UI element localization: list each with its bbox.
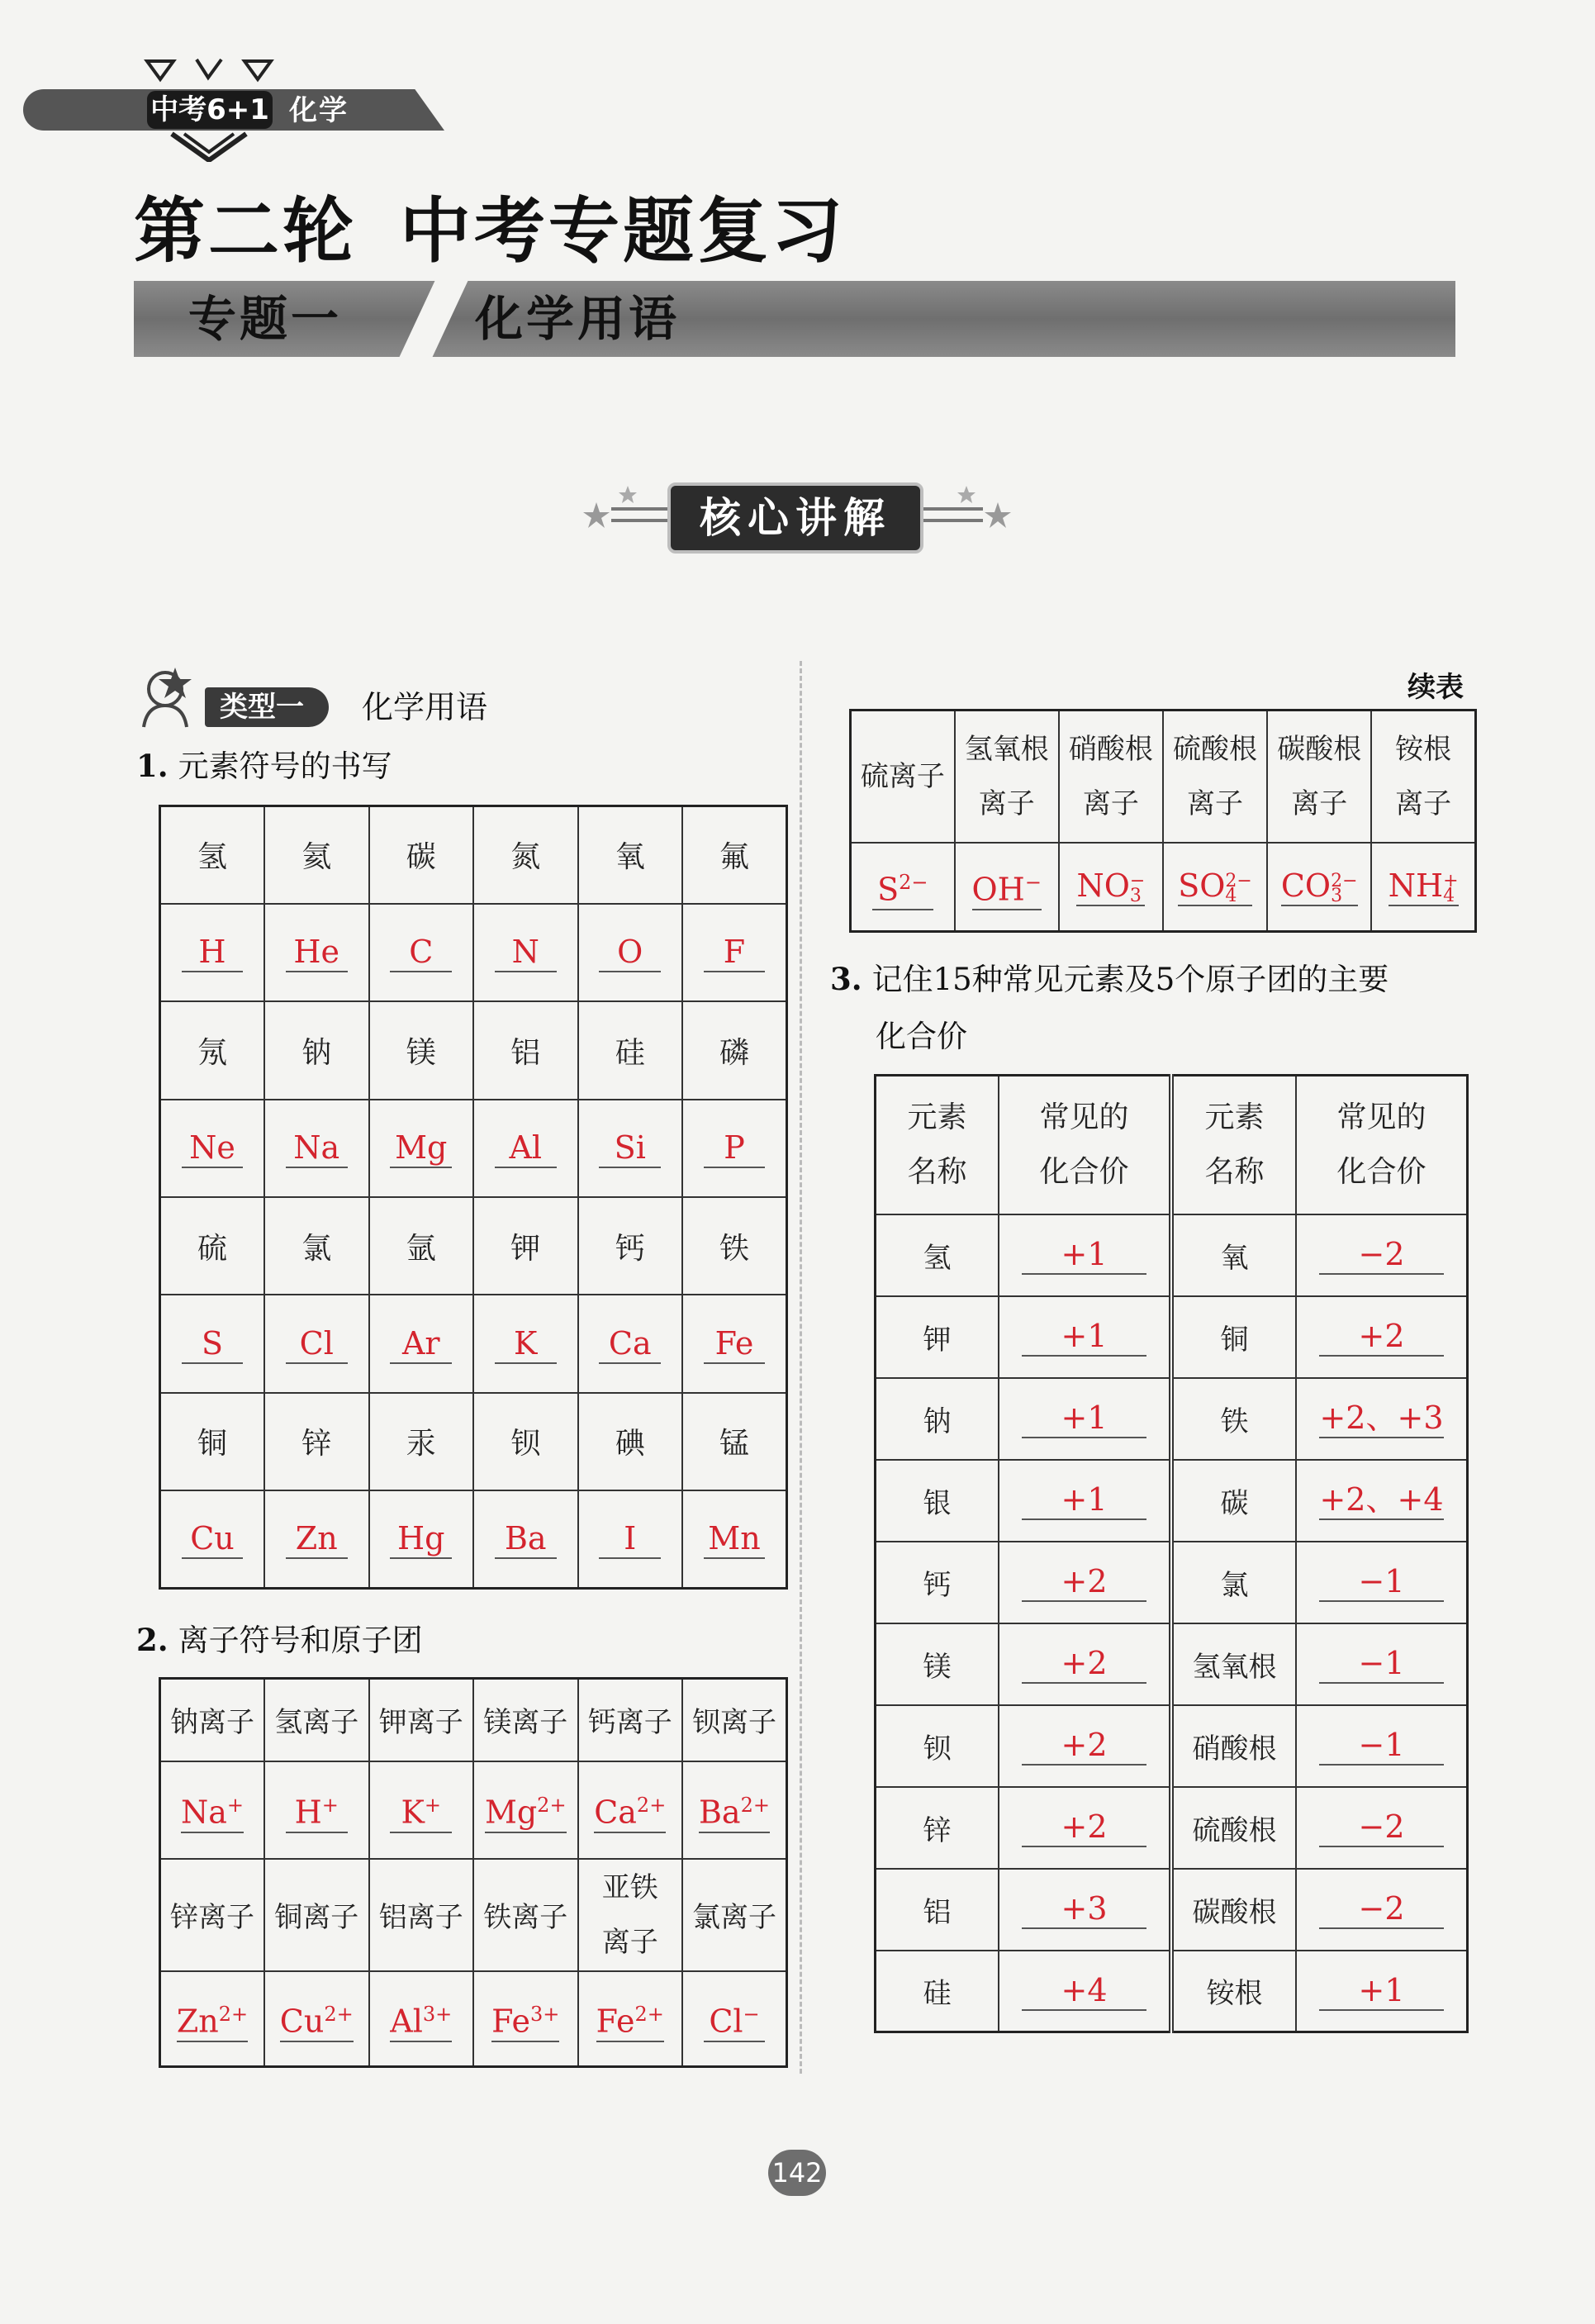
continued-label: 续表	[1407, 671, 1464, 704]
element-symbol: He	[286, 933, 348, 972]
col-header-name-line2: 名称	[1204, 1154, 1265, 1189]
ion-symbol: $Al^{3+}$	[390, 1995, 452, 2042]
element-name: 碘	[615, 1427, 645, 1461]
col-header-valence-line2: 化合价	[1336, 1154, 1426, 1189]
valence-value: +2	[1022, 1644, 1147, 1684]
section2-heading	[136, 1618, 423, 1663]
element-symbol: Cu	[182, 1519, 243, 1559]
element-name: 锰	[719, 1427, 749, 1461]
table-row	[876, 1869, 1468, 1951]
element-name: 氩	[406, 1231, 436, 1266]
section3-number: 3.	[830, 961, 862, 997]
element-symbol: O	[599, 933, 661, 972]
ion-name: 氯离子	[692, 1901, 776, 1934]
table-row	[160, 806, 787, 904]
section2-number: 2.	[136, 1622, 169, 1658]
ion-name: 钾离子	[378, 1706, 463, 1740]
ion-symbol: Na+	[181, 1786, 244, 1833]
element-name: 锌	[301, 1427, 332, 1461]
ion-group-name: 碳酸根	[1277, 732, 1362, 766]
table-row	[160, 1490, 787, 1588]
element-symbol: Al	[495, 1129, 557, 1168]
valence-value: +2	[1022, 1562, 1147, 1602]
element-symbol: S	[182, 1324, 243, 1364]
table-row	[876, 1378, 1468, 1460]
valence-value: −2	[1319, 1235, 1445, 1275]
element-name: 硅	[923, 1977, 952, 2011]
element-name: 硝酸根	[1192, 1732, 1277, 1766]
element-name: 钙	[923, 1568, 952, 1602]
valence-value: +1	[1022, 1235, 1147, 1275]
main-title-part1: 第二轮	[134, 189, 357, 273]
valence-value: −2	[1319, 1889, 1445, 1929]
table-row	[160, 1001, 787, 1099]
element-name: 钾	[923, 1323, 952, 1357]
topic-name: 化学用语	[475, 291, 681, 347]
element-symbol: Na	[286, 1129, 348, 1168]
element-symbol: Ne	[182, 1129, 243, 1168]
element-name: 氢	[197, 840, 227, 875]
table-row	[851, 711, 1476, 843]
section1-heading	[136, 744, 392, 789]
table-header-row	[876, 1076, 1468, 1214]
element-symbol: Zn	[286, 1519, 348, 1559]
ion-group-symbol: NH + 4	[1388, 867, 1459, 906]
ion-group-name-line2: 离子	[1395, 787, 1452, 820]
ion-groups-table	[849, 709, 1477, 933]
element-name: 磷	[719, 1035, 749, 1070]
table-row	[876, 1296, 1468, 1378]
valence-table	[874, 1074, 1469, 2033]
table-row	[876, 1460, 1468, 1542]
table-row	[160, 1295, 787, 1392]
element-name: 氯	[301, 1231, 332, 1266]
valence-value: −1	[1319, 1644, 1445, 1684]
element-symbol: Ba	[495, 1519, 557, 1559]
ion-name: 铝离子	[378, 1901, 463, 1934]
col-header-valence-line2: 化合价	[1039, 1154, 1129, 1189]
element-symbols-table	[159, 805, 788, 1590]
element-name: 氢	[923, 1241, 952, 1275]
element-name: 铜	[1220, 1323, 1249, 1357]
ion-name: 钙离子	[587, 1706, 672, 1740]
table-row	[160, 1761, 787, 1859]
ion-name: 亚铁	[601, 1870, 658, 1904]
ion-name: 铁离子	[483, 1901, 568, 1934]
valence-value: +2	[1319, 1317, 1445, 1357]
element-name: 氯	[1220, 1568, 1249, 1602]
table-row	[160, 1100, 787, 1197]
valence-value: +1	[1022, 1317, 1147, 1357]
element-symbol: K	[495, 1324, 557, 1364]
valence-value: +2、+4	[1319, 1480, 1445, 1520]
ion-name: 锌离子	[170, 1901, 254, 1934]
ion-name: 氢离子	[274, 1706, 359, 1740]
type-tag: 类型一	[205, 687, 329, 727]
col-header-valence: 常见的	[1336, 1100, 1426, 1134]
valence-value: +2	[1022, 1808, 1147, 1847]
valence-value: −1	[1319, 1562, 1445, 1602]
type-title: 化学用语	[362, 689, 488, 725]
ion-symbol: Cl−	[704, 1995, 765, 2042]
element-name: 钠	[923, 1404, 952, 1438]
ion-symbol: $Mg^{2+}$	[485, 1786, 567, 1833]
element-symbol: Fe	[704, 1324, 765, 1364]
ion-symbol: $Ca^{2+}$	[594, 1786, 666, 1833]
valence-value: +1	[1022, 1480, 1147, 1520]
core-label: 核心讲解	[667, 482, 923, 554]
ion-symbols-table	[159, 1677, 788, 2068]
section3-title-line1: 记住15种常见元素及5个原子团的主要	[871, 962, 1389, 997]
ion-group-symbol: $S^{2-}$	[872, 863, 933, 910]
element-symbol: P	[704, 1129, 765, 1168]
table-row	[160, 1971, 787, 2067]
element-name: 钠	[301, 1035, 332, 1070]
element-symbol: H	[182, 933, 243, 972]
ion-symbol: $Fe^{3+}$	[491, 1995, 559, 2042]
element-symbol: C	[390, 933, 452, 972]
valence-value: +1	[1319, 1971, 1445, 2011]
topic-number: 专题一	[188, 291, 343, 347]
section3-title-line2: 化合价	[876, 1019, 967, 1054]
ion-group-name: 硝酸根	[1068, 732, 1153, 766]
element-name: 氧	[1220, 1241, 1249, 1275]
ion-name: 镁离子	[483, 1706, 568, 1740]
element-symbol: Cl	[286, 1324, 348, 1364]
element-name: 铝	[923, 1895, 952, 1929]
element-name: 氦	[301, 840, 332, 875]
element-name: 汞	[406, 1427, 436, 1461]
brand-label: 中考6+1	[147, 91, 273, 129]
col-header-name: 元素	[907, 1100, 967, 1134]
element-name: 镁	[923, 1650, 952, 1684]
ion-symbol: $Cu^{2+}$	[280, 1995, 354, 2042]
table-row	[160, 1197, 787, 1295]
element-name: 硅	[615, 1035, 645, 1070]
element-name: 钙	[615, 1231, 645, 1266]
valence-value: −2	[1319, 1808, 1445, 1847]
ion-symbol: $Zn^{2+}$	[177, 1995, 248, 2042]
ion-group-name: 氢氧根	[964, 732, 1049, 766]
element-name: 碳酸根	[1192, 1895, 1277, 1929]
section1-title: 元素符号的书写	[178, 749, 392, 784]
element-symbol: Ar	[390, 1324, 452, 1364]
element-name: 氮	[510, 840, 541, 875]
ion-group-symbol: SO 2− 4	[1178, 867, 1252, 906]
section2-title: 离子符号和原子团	[178, 1623, 423, 1658]
col-header-valence: 常见的	[1039, 1100, 1129, 1134]
table-row	[876, 1787, 1468, 1869]
table-row	[851, 843, 1476, 932]
element-name: 锌	[923, 1813, 952, 1847]
element-name: 碳	[1220, 1486, 1249, 1520]
section1-number: 1.	[136, 748, 169, 784]
element-name: 铝	[510, 1035, 541, 1070]
table-row	[160, 1679, 787, 1761]
valence-value: +4	[1022, 1971, 1147, 2011]
valence-value: −1	[1319, 1726, 1445, 1766]
main-title-part2: 中考专题复习	[400, 189, 846, 273]
valence-value: +1	[1022, 1399, 1147, 1438]
element-name: 钾	[510, 1231, 541, 1266]
element-name: 铁	[1220, 1404, 1249, 1438]
element-name: 氢氧根	[1192, 1650, 1277, 1684]
element-symbol: Mg	[390, 1129, 452, 1168]
col-header-name: 元素	[1204, 1100, 1265, 1134]
valence-value: +2、+3	[1319, 1399, 1445, 1438]
ion-group-name-line2: 离子	[978, 787, 1035, 820]
table-row	[876, 1623, 1468, 1705]
ion-name-line2: 离子	[601, 1925, 658, 1959]
ion-group-name: 硫离子	[860, 759, 945, 793]
ion-group-name-line2: 离子	[1187, 787, 1244, 820]
element-name: 硫	[197, 1231, 227, 1266]
ion-group-symbol: OH−	[972, 863, 1042, 910]
ion-symbol: K+	[390, 1786, 452, 1833]
column-divider	[800, 661, 802, 2074]
ion-group-name-line2: 离子	[1082, 787, 1139, 820]
ion-name: 钠离子	[170, 1706, 254, 1740]
element-name: 氧	[615, 840, 645, 875]
table-row	[876, 1705, 1468, 1787]
element-name: 银	[923, 1486, 952, 1520]
col-header-name-line2: 名称	[907, 1154, 967, 1189]
table-row	[876, 1951, 1468, 2032]
student-star-icon	[139, 664, 203, 729]
ion-group-name: 硫酸根	[1173, 732, 1258, 766]
element-name: 铁	[719, 1231, 749, 1266]
valence-value: +3	[1022, 1889, 1147, 1929]
element-symbol: Hg	[390, 1519, 452, 1559]
page-number: 142	[768, 2150, 826, 2196]
element-symbol: Si	[599, 1129, 661, 1168]
table-row	[160, 1393, 787, 1490]
ion-symbol: $Ba^{2+}$	[699, 1786, 770, 1833]
table-row	[160, 904, 787, 1001]
table-row	[876, 1542, 1468, 1623]
subject-label: 化学	[289, 94, 349, 127]
element-name: 铵根	[1206, 1977, 1263, 2011]
valence-value: +2	[1022, 1726, 1147, 1766]
element-symbol: Ca	[599, 1324, 661, 1364]
element-symbol: F	[704, 933, 765, 972]
ion-group-symbol: CO 2− 3	[1280, 867, 1358, 906]
ion-group-symbol: NO − 3	[1076, 867, 1146, 906]
element-name: 氖	[197, 1035, 227, 1070]
element-name: 铜	[197, 1427, 227, 1461]
ion-name: 钡离子	[692, 1706, 776, 1740]
section3-heading	[830, 957, 1389, 1002]
element-name: 钡	[510, 1427, 541, 1461]
element-name: 氟	[719, 840, 749, 875]
ion-group-name: 铵根	[1395, 732, 1452, 766]
table-row	[876, 1214, 1468, 1296]
element-name: 碳	[406, 840, 436, 875]
ion-name: 铜离子	[274, 1901, 359, 1934]
element-name: 钡	[923, 1732, 952, 1766]
element-name: 硫酸根	[1192, 1813, 1277, 1847]
element-symbol: Mn	[704, 1519, 765, 1559]
ion-symbol: $Fe^{2+}$	[596, 1995, 664, 2042]
element-name: 镁	[406, 1035, 436, 1070]
ion-group-name-line2: 离子	[1291, 787, 1348, 820]
element-symbol: I	[599, 1519, 661, 1559]
element-symbol: N	[495, 933, 557, 972]
ion-symbol: H+	[286, 1786, 348, 1833]
table-row	[160, 1859, 787, 1971]
